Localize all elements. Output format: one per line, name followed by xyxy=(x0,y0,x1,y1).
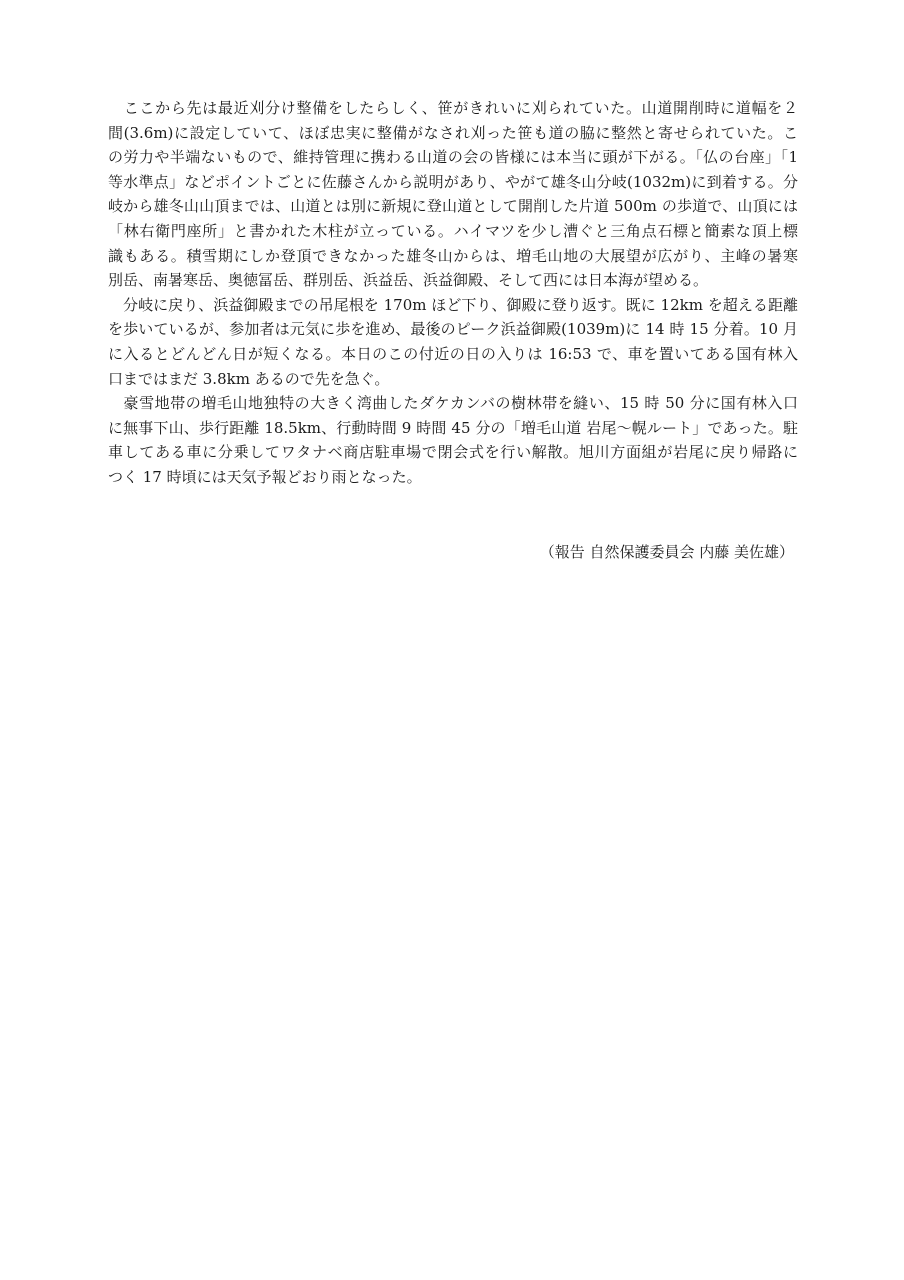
text-line: つく 17 時頃には天気予報どおり雨となった。 xyxy=(108,467,422,486)
text-line: を歩いているが、参加者は元気に歩を進め、最後のピーク浜益御殿(1039m)に 14 時 15 分着。10 月 xyxy=(108,320,798,339)
text-line: ここから先は最近刈分け整備をしたらしく、笹がきれいに刈られていた。山道開削時に道幅を２ xyxy=(108,99,798,117)
text-line: に入るとどんどん日が短くなる。本日のこの付近の日の入りは 16:53 で、車を置いてある国有林入 xyxy=(108,344,798,363)
text-line: の労力や半端ないもので、維持管理に携わる山道の会の皆様には本当に頭が下がる。「仏の台座」「1 xyxy=(108,148,798,167)
text-line: 等水準点」などポイントごとに佐藤さんから説明があり、やがて雄冬山分岐(1032m)に到着する。分 xyxy=(108,172,798,191)
report-signature: （報告 自然保護委員会 内藤 美佐雄） xyxy=(539,543,794,561)
text-line: 豪雪地帯の増毛山地独特の大きく湾曲したダケカンバの樹林帯を縫い、15 時 50 分に国有林入口 xyxy=(108,394,798,413)
text-line: に無事下山、歩行距離 18.5km、行動時間 9 時間 45 分の「増毛山道 岩尾〜幌ルート」であった。駐 xyxy=(108,418,798,437)
text-line: 別岳、南暑寒岳、奥徳冨岳、群別岳、浜益岳、浜益御殿、そして西には日本海が望める。 xyxy=(108,271,709,290)
paragraph-3 xyxy=(108,391,798,489)
text-line: 識もある。積雪期にしか登頂できなかった雄冬山からは、増毛山地の大展望が広がり、主峰の暑寒 xyxy=(108,246,798,265)
text-line: 口まではまだ 3.8km あるので先を急ぐ。 xyxy=(108,369,390,388)
paragraph-1 xyxy=(108,96,798,293)
article-body xyxy=(108,96,798,490)
text-line: 岐から雄冬山山頂までは、山道とは別に新規に登山道として開削した片道 500m の歩道で、山頂には xyxy=(108,197,798,216)
text-line: 車してある車に分乗してワタナベ商店駐車場で閉会式を行い解散。旭川方面組が岩尾に戻り帰路に xyxy=(108,443,798,462)
text-line: 間(3.6m)に設定していて、ほぼ忠実に整備がなされ刈った笹も道の脇に整然と寄せられていた。こ xyxy=(108,123,798,142)
paragraph-2 xyxy=(108,293,798,391)
text-line: 「林右衛門座所」と書かれた木柱が立っている。ハイマツを少し漕ぐと三角点石標と簡素な頂上標 xyxy=(108,221,798,240)
text-line: 分岐に戻り、浜益御殿までの吊尾根を 170m ほど下り、御殿に登り返す。既に 12km を超える距離 xyxy=(108,295,798,314)
